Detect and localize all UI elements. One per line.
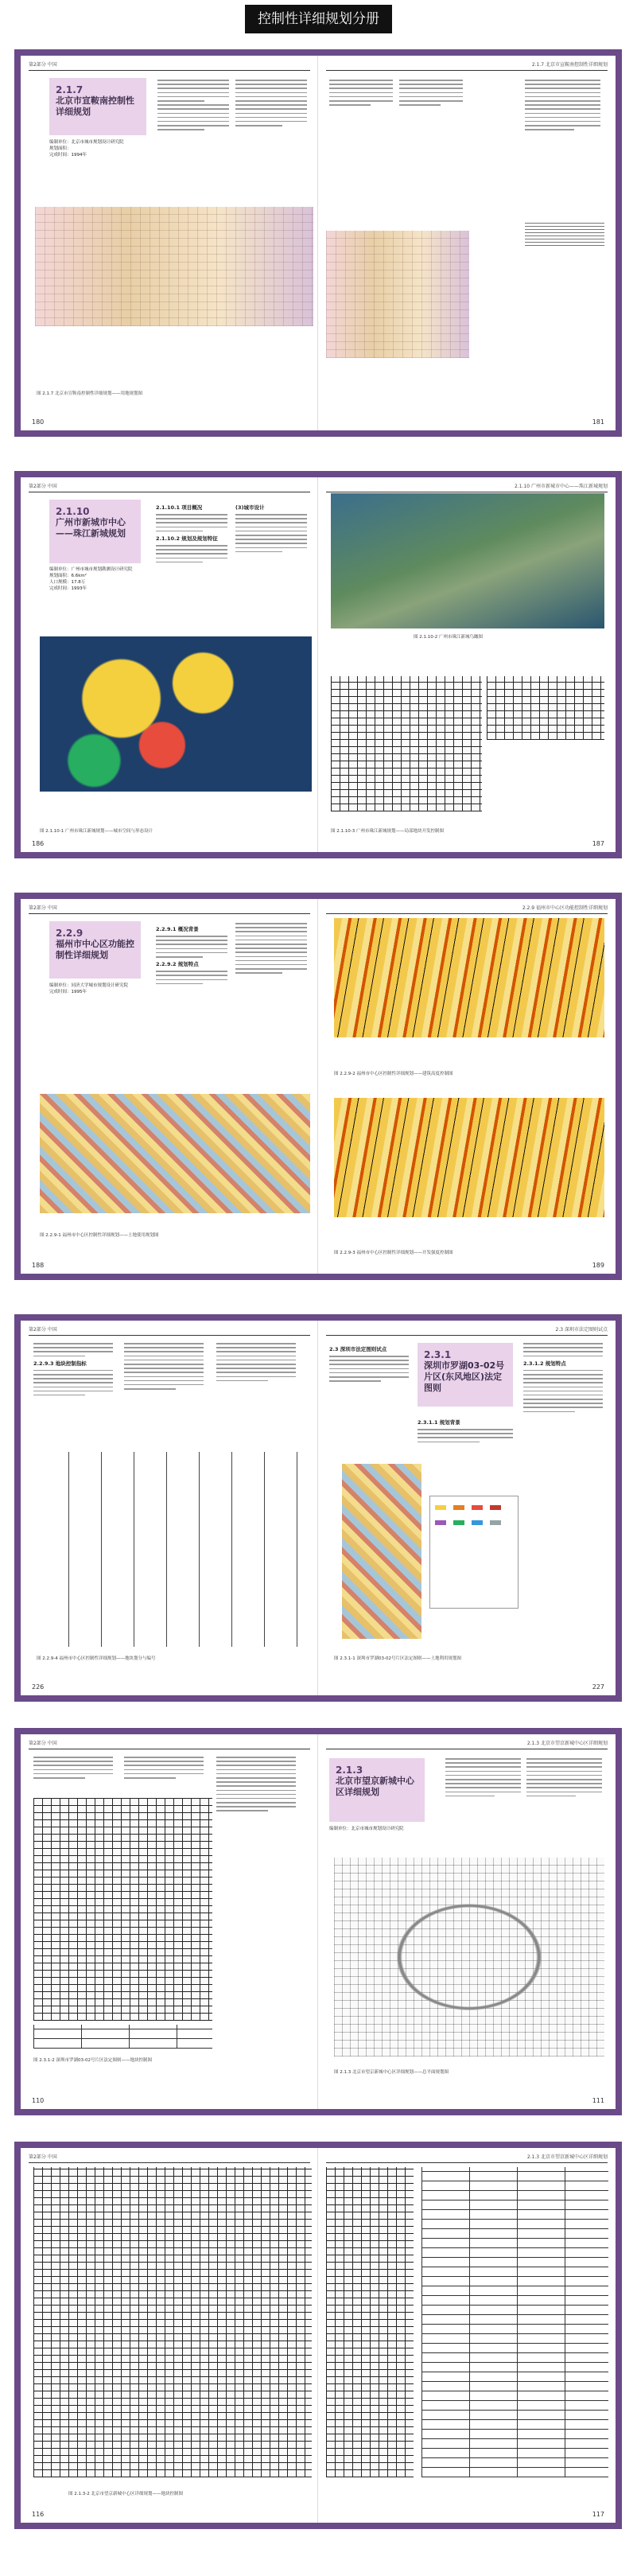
body-text-column [526,1758,602,1800]
body-text-column [235,923,307,976]
site-plan-figure [326,231,469,358]
english-summary [525,223,604,358]
section-title: 福州市中心区功能控制性详细规划 [56,939,134,960]
right-page [317,477,616,852]
page-number: 117 [592,2511,604,2518]
intensity-control-map-figure [334,1098,604,1217]
page-number: 116 [32,2511,45,2518]
figure-caption: 图 2.2.9-4 福州市中心区控制性详细规划——地块划分与编号 [37,1656,156,1661]
section-title-box [418,1343,513,1407]
section-title-box [49,921,141,979]
body-text-column [216,1757,296,1815]
right-page [317,1321,616,1695]
body-text-column [399,80,463,108]
right-page [317,2148,616,2523]
left-page [21,56,318,430]
subsection-heading: 2.2.9.1 概况背景 [156,926,199,932]
running-head: 第2部分 中国 [29,1325,310,1336]
left-page [21,899,318,1274]
section-title-box [329,1758,425,1822]
figure-caption: 图 2.3.1-1 深圳市罗湖03-02号片区法定图则——土地利用规划图 [334,1656,461,1661]
page-number: 226 [32,1683,45,1691]
body-text-column [124,1757,204,1781]
right-page [317,899,616,1274]
body-text-column [523,1343,603,1415]
book-spread-2 [14,471,622,858]
project-meta: 编制单位：北京市城市规划设计研究院 规划面积： 完成时间：1994年 [49,140,124,158]
height-control-map-figure [334,918,604,1037]
subsection-heading: 2.1.10.2 规划及规划特征 [156,535,218,542]
urban-design-figure [40,636,312,792]
land-use-map-figure [40,1094,310,1213]
running-head: 第2部分 中国 [29,1739,310,1749]
section-title: 北京市宣鞍南控制性详细规划 [56,95,134,117]
figure-caption: 图 2.2.9-2 福州市中心区控制性详细规划——建筑高度控制图 [334,1072,453,1076]
book-spread-4 [14,1314,622,1702]
running-head: 第2部分 中国 [29,482,310,492]
project-meta: 编制单位：广州市城市规划勘测设计研究院 规划面积：6.6km² 人口规模：17.8万 完成时间：1993年 [49,567,133,591]
section-title: 广州市新城市中心——珠江新城规划 [56,517,126,539]
section-number: 2.1.3 [336,1765,363,1776]
section-number: 2.1.10 [56,506,90,517]
body-text-column [329,80,393,108]
figure-caption: 图 2.1.7 北京市宣鞍南控制性详细规划——用地规划图 [37,391,142,396]
aerial-view-figure [331,493,604,628]
body-text-column [124,1343,204,1392]
page-number: 186 [32,840,45,847]
figure-caption: 图 2.1.3-2 北京市望京新城中心区详细规划——地块控制图 [68,2492,183,2496]
partial-map-figure [326,2167,414,2477]
body-text-column [156,923,227,987]
subsection-heading: 2.3.1.2 规划特点 [523,1360,566,1367]
body-text-column [525,80,600,133]
left-page [21,2148,318,2523]
page-number: 181 [592,418,604,426]
block-control-plan-figure [331,676,482,811]
subsection-heading: 2.2.9.2 规划特点 [156,961,199,968]
page-banner-title: 控制性详细规划分册 [245,5,392,33]
body-text-column [33,1343,113,1399]
page-number: 189 [592,1262,604,1269]
subsection-heading: 2.1.10.1 项目概况 [156,504,203,511]
body-text-column [329,1343,409,1384]
index-table-figure [421,2167,608,2477]
book-spread-1 [14,49,622,437]
subsection-heading: (3)城市设计 [235,504,265,511]
body-text-column [445,1758,521,1800]
running-head: 2.2.9 福州市中心区功能控制性详细规划 [326,904,608,914]
page-number: 110 [32,2097,45,2104]
body-text-column [157,80,229,133]
body-text-column [235,501,307,555]
subsection-heading: 2.3.1.1 规划背景 [418,1419,460,1426]
figure-caption: 图 2.1.10-1 广州市珠江新城规划——城市空间与形态设计 [40,829,153,834]
figure-caption: 图 2.2.9-1 福州市中心区控制性详细规划——土地使用规划图 [40,1233,159,1238]
section-title: 北京市望京新城中心区详细规划 [336,1776,414,1797]
running-head: 第2部分 中国 [29,904,310,914]
project-meta: 编制单位：北京市城市规划设计研究院 [329,1827,404,1831]
project-meta: 编制单位：同济大学城市规划设计研究院 完成时间：1995年 [49,983,129,994]
section-title-box [49,500,141,563]
section-number: 2.1.7 [56,84,84,95]
parcel-division-figure [37,1452,307,1647]
figure-caption: 图 2.2.9-3 福州市中心区控制性详细规划——开发强度控制图 [334,1251,453,1255]
book-spread-6 [14,2142,622,2529]
body-text-column [418,1416,513,1446]
running-head: 2.3 深圳市法定图则试点 [326,1325,608,1336]
control-index-table [33,2025,212,2049]
right-page [317,56,616,430]
figure-caption: 图 2.1.3 北京市望京新城中心区详细规划——总平面规划图 [334,2070,449,2075]
left-page [21,477,318,852]
right-page [317,1734,616,2109]
running-head: 2.1.7 北京市宣鞍南控制性详细规划 [326,60,608,71]
book-spread-5 [14,1728,622,2115]
page-number: 111 [592,2097,604,2104]
page-number: 188 [32,1262,45,1269]
page-number: 227 [592,1683,604,1691]
detailed-block-map-figure [33,2167,312,2477]
statutory-plan-map-figure [342,1464,421,1639]
block-control-map-figure [33,1798,212,2021]
running-head: 2.1.10 广州市新城市中心——珠江新城规划 [326,482,608,492]
figure-caption: 图 2.1.10-3 广州市珠江新城规划——局部地块开发控制图 [331,829,444,834]
figure-caption: 图 2.1.10-2 广州市珠江新城鸟瞰图 [414,635,483,640]
section-number: 2.2.9 [56,928,84,939]
body-text-column [156,501,227,566]
section-title-box [49,78,146,135]
running-head: 第2部分 中国 [29,2153,310,2163]
book-spread-3 [14,893,622,1280]
master-plan-figure [334,1858,604,2057]
section-number: 2.3.1 [424,1349,452,1360]
running-head: 2.1.3 北京市望京新城中心区详细规划 [326,2153,608,2163]
figure-caption: 图 2.3.1-2 深圳市罗湖03-02号片区法定图则——地块控制图 [33,2058,152,2063]
left-page [21,1734,318,2109]
section-title: 深圳市罗湖03-02号片区(东风地区)法定图则 [424,1360,505,1393]
land-use-plan-figure [35,207,313,326]
left-page [21,1321,318,1695]
body-text-column [216,1343,296,1384]
block-detail-figure [487,676,604,740]
subsection-heading: 2.3 深圳市法定图则试点 [329,1346,387,1352]
map-legend [429,1496,519,1609]
running-head: 第2部分 中国 [29,60,310,71]
page-number: 180 [32,418,45,426]
body-text-column [33,1757,113,1781]
body-text-column [235,80,307,129]
subsection-heading: 2.2.9.3 地块控制指标 [33,1360,87,1367]
page-number: 187 [592,840,604,847]
running-head: 2.1.3 北京市望京新城中心区详细规划 [326,1739,608,1749]
